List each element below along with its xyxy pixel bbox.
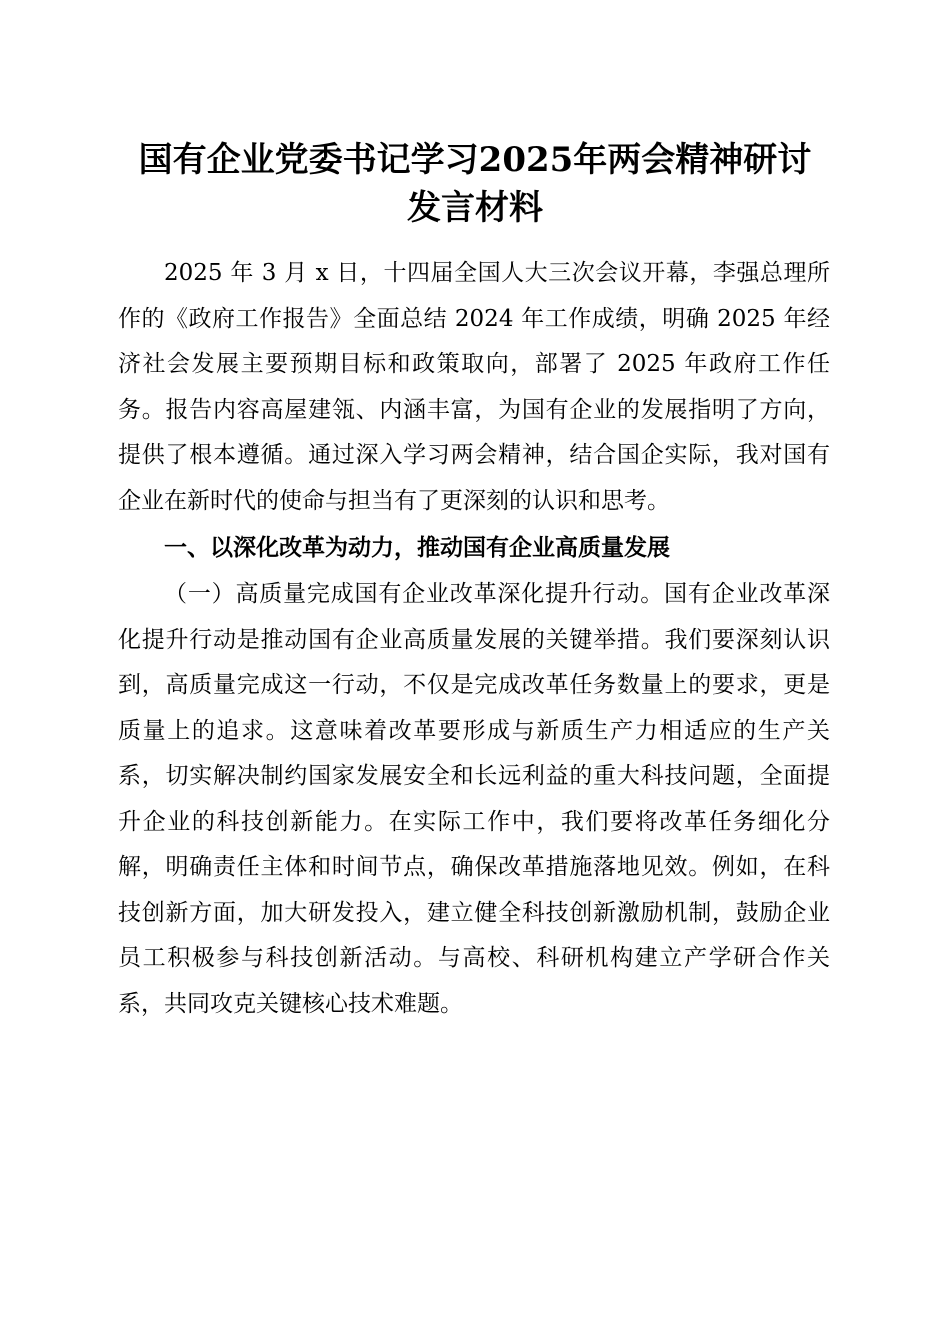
document-title-line-2: 发言材料 (407, 188, 543, 228)
document-title-line-1: 国有企业党委书记学习2025年两会精神研讨 (138, 140, 812, 180)
document-title (100, 136, 850, 232)
intro-paragraph: 2025 年 3 月 x 日，十四届全国人大三次会议开幕，李强总理所作的《政府工作报告》全面总结 2024 年工作成绩，明确 2025 年经济社会发展主要预期目标和政策取向，部署了 2025 年政府工作任务。报告内容高屋建瓴、内涵丰富，为国有企业的发展指明了方向，提供了根本遵循。通过深入学习两会精神，结合国企实际，我对国有企业在新时代的使命与担当有了更深刻的认识和思考。 (118, 260, 830, 514)
section-1-paragraph-1: （一）高质量完成国有企业改革深化提升行动。国有企业改革深化提升行动是推动国有企业高质量发展的关键举措。我们要深刻认识到，高质量完成这一行动，不仅是完成改革任务数量上的要求，更是质量上的追求。这意味着改革要形成与新质生产力相适应的生产关系，切实解决制约国家发展安全和长远利益的重大科技问题，全面提升企业的科技创新能力。在实际工作中，我们要将改革任务细化分解，明确责任主体和时间节点，确保改革措施落地见效。例如，在科技创新方面，加大研发投入，建立健全科技创新激励机制，鼓励企业员工积极参与科技创新活动。与高校、科研机构建立产学研合作关系，共同攻克关键核心技术难题。 (118, 581, 830, 1017)
section-1-heading: 一、以深化改革为动力，推动国有企业高质量发展 (164, 535, 670, 561)
document-body (118, 251, 830, 1027)
